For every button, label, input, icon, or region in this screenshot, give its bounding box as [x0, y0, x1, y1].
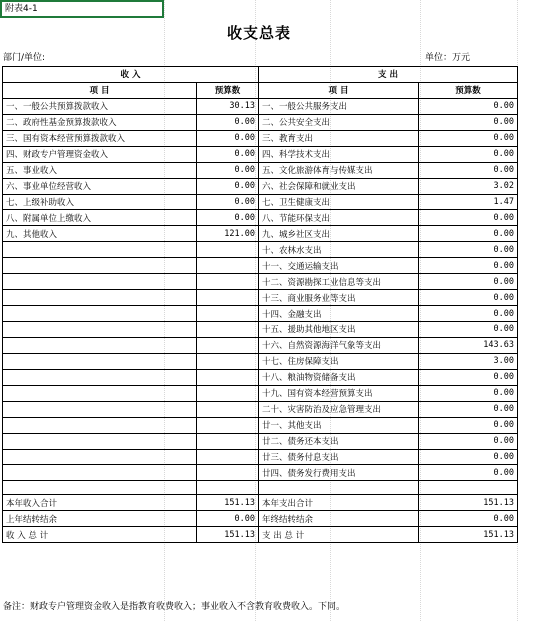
income-item-cell [3, 322, 197, 338]
income-item-cell: 本年收入合计 [3, 495, 197, 511]
income-value-cell [197, 322, 259, 338]
expense-value-cell: 0.00 [419, 130, 518, 146]
expense-value-cell: 0.00 [419, 226, 518, 242]
income-value-cell [197, 337, 259, 353]
income-item-cell [3, 290, 197, 306]
income-item-cell [3, 353, 197, 369]
expense-value-cell: 0.00 [419, 290, 518, 306]
expense-item-cell: 二、公共安全支出 [259, 114, 419, 130]
income-value-cell [197, 433, 259, 449]
income-value-cell [197, 258, 259, 274]
expense-value-cell: 143.63 [419, 337, 518, 353]
budget-table [2, 66, 518, 543]
income-value-cell: 0.00 [197, 511, 259, 527]
income-item-cell [3, 417, 197, 433]
income-value-cell: 0.00 [197, 210, 259, 226]
expense-value-cell: 0.00 [419, 114, 518, 130]
income-item-cell: 二、政府性基金预算拨款收入 [3, 114, 197, 130]
income-item-cell [3, 369, 197, 385]
expense-value-cell: 0.00 [419, 417, 518, 433]
income-value-cell: 0.00 [197, 114, 259, 130]
income-item-cell: 三、国有资本经营预算拨款收入 [3, 130, 197, 146]
table-row [3, 417, 518, 433]
expense-value-cell: 0.00 [419, 306, 518, 322]
table-row [3, 114, 518, 130]
expense-item-cell: 一、一般公共服务支出 [259, 98, 419, 114]
expense-item-cell: 六、社会保障和就业支出 [259, 178, 419, 194]
expense-item-cell: 年终结转结余 [259, 511, 419, 527]
expense-value-cell: 0.00 [419, 322, 518, 338]
table-row [3, 178, 518, 194]
income-value-cell: 0.00 [197, 178, 259, 194]
expense-value-cell: 1.47 [419, 194, 518, 210]
income-item-cell [3, 401, 197, 417]
income-value-cell [197, 449, 259, 465]
income-budget-header: 预算数 [197, 82, 259, 98]
table-row [3, 210, 518, 226]
expense-value-cell: 0.00 [419, 98, 518, 114]
expense-value-cell: 3.02 [419, 178, 518, 194]
income-value-cell [197, 465, 259, 481]
income-value-cell [197, 385, 259, 401]
expense-item-cell: 十一、交通运输支出 [259, 258, 419, 274]
income-item-cell: 五、事业收入 [3, 162, 197, 178]
income-item-cell [3, 258, 197, 274]
expense-item-cell: 廿一、其他支出 [259, 417, 419, 433]
unit-label: 单位：万元 [425, 53, 471, 63]
expense-value-cell: 0.00 [419, 449, 518, 465]
income-item-cell [3, 337, 197, 353]
expense-item-cell: 二十、灾害防治及应急管理支出 [259, 401, 419, 417]
income-item-cell: 九、其他收入 [3, 226, 197, 242]
expense-item-cell: 七、卫生健康支出 [259, 194, 419, 210]
expense-item-cell [259, 481, 419, 495]
expense-item-cell: 三、教育支出 [259, 130, 419, 146]
income-item-cell [3, 306, 197, 322]
footnote: 备注：财政专户管理资金收入是指教育收费收入；事业收入不含教育收费收入。下同。 [3, 602, 346, 612]
total-row [3, 495, 518, 511]
expense-value-cell: 151.13 [419, 527, 518, 543]
expense-item-cell: 十四、金融支出 [259, 306, 419, 322]
income-item-cell: 一、一般公共预算拨款收入 [3, 98, 197, 114]
income-item-cell: 上年结转结余 [3, 511, 197, 527]
selected-cell-a1[interactable]: 附表4-1 [0, 0, 164, 18]
table-row [3, 322, 518, 338]
column-header-row [3, 82, 518, 98]
income-value-cell: 121.00 [197, 226, 259, 242]
income-value-cell [197, 306, 259, 322]
expense-item-cell: 四、科学技术支出 [259, 146, 419, 162]
expense-value-cell: 0.00 [419, 385, 518, 401]
total-row [3, 511, 518, 527]
income-value-cell [197, 274, 259, 290]
income-item-cell [3, 465, 197, 481]
income-value-cell [197, 353, 259, 369]
expense-value-cell [419, 481, 518, 495]
income-value-cell [197, 417, 259, 433]
expense-item-cell: 十二、资源勘探工业信息等支出 [259, 274, 419, 290]
income-value-cell [197, 242, 259, 258]
table-row [3, 290, 518, 306]
income-value-cell [197, 401, 259, 417]
table-row [3, 337, 518, 353]
table-row [3, 369, 518, 385]
expense-value-cell: 0.00 [419, 511, 518, 527]
table-row [3, 401, 518, 417]
total-row [3, 527, 518, 543]
income-item-cell [3, 385, 197, 401]
table-row [3, 98, 518, 114]
table-row [3, 353, 518, 369]
income-item-cell: 收 入 总 计 [3, 527, 197, 543]
income-value-cell: 151.13 [197, 527, 259, 543]
income-value-cell [197, 481, 259, 495]
department-label: 部门/单位: [3, 53, 46, 63]
income-value-cell: 0.00 [197, 194, 259, 210]
expense-value-cell: 0.00 [419, 401, 518, 417]
expense-value-cell: 3.00 [419, 353, 518, 369]
table-row [3, 306, 518, 322]
table-row [3, 449, 518, 465]
expense-item-cell: 廿二、债务还本支出 [259, 433, 419, 449]
income-value-cell [197, 290, 259, 306]
income-value-cell: 0.00 [197, 130, 259, 146]
table-row [3, 146, 518, 162]
expense-item-cell: 八、节能环保支出 [259, 210, 419, 226]
table-row [3, 242, 518, 258]
income-item-cell [3, 274, 197, 290]
table-row [3, 162, 518, 178]
expense-item-cell: 十三、商业服务业等支出 [259, 290, 419, 306]
expense-value-cell: 0.00 [419, 433, 518, 449]
expense-item-cell: 支 出 总 计 [259, 527, 419, 543]
table-row [3, 226, 518, 242]
expense-item-cell: 十六、自然资源海洋气象等支出 [259, 337, 419, 353]
income-value-cell: 0.00 [197, 146, 259, 162]
income-item-cell: 八、附属单位上缴收入 [3, 210, 197, 226]
expense-value-cell: 0.00 [419, 369, 518, 385]
expense-item-cell: 九、城乡社区支出 [259, 226, 419, 242]
expense-value-cell: 0.00 [419, 258, 518, 274]
expense-item-cell: 廿三、债务付息支出 [259, 449, 419, 465]
expense-value-cell: 0.00 [419, 210, 518, 226]
income-item-cell: 六、事业单位经营收入 [3, 178, 197, 194]
income-item-cell: 七、上级补助收入 [3, 194, 197, 210]
expense-value-cell: 0.00 [419, 242, 518, 258]
page-title: 收支总表 [226, 24, 291, 42]
expense-value-cell: 0.00 [419, 465, 518, 481]
expense-value-cell: 0.00 [419, 146, 518, 162]
table-row [3, 194, 518, 210]
income-value-cell: 30.13 [197, 98, 259, 114]
expense-item-cell: 本年支出合计 [259, 495, 419, 511]
blank-row [3, 481, 518, 495]
expense-item-cell: 十七、住房保障支出 [259, 353, 419, 369]
expense-item-header: 项 目 [259, 82, 419, 98]
expense-value-cell: 151.13 [419, 495, 518, 511]
table-row [3, 130, 518, 146]
expense-budget-header: 预算数 [419, 82, 518, 98]
table-row [3, 258, 518, 274]
income-value-cell: 0.00 [197, 162, 259, 178]
income-value-cell [197, 369, 259, 385]
income-item-cell [3, 433, 197, 449]
expense-item-cell: 五、文化旅游体育与传媒支出 [259, 162, 419, 178]
table-row [3, 465, 518, 481]
income-item-header: 项 目 [3, 82, 197, 98]
expense-value-cell: 0.00 [419, 274, 518, 290]
income-item-cell [3, 449, 197, 465]
expense-item-cell: 十五、援助其他地区支出 [259, 322, 419, 338]
table-row [3, 274, 518, 290]
expense-value-cell: 0.00 [419, 162, 518, 178]
income-item-cell [3, 242, 197, 258]
table-row [3, 385, 518, 401]
expense-item-cell: 十九、国有资本经营预算支出 [259, 385, 419, 401]
income-item-cell: 四、财政专户管理资金收入 [3, 146, 197, 162]
expense-item-cell: 十、农林水支出 [259, 242, 419, 258]
section-header-row [3, 67, 518, 83]
expense-item-cell: 廿四、债务发行费用支出 [259, 465, 419, 481]
income-value-cell: 151.13 [197, 495, 259, 511]
expense-header: 支 出 [259, 67, 518, 83]
expense-item-cell: 十八、粮油物资储备支出 [259, 369, 419, 385]
table-row [3, 433, 518, 449]
income-item-cell [3, 481, 197, 495]
income-header: 收 入 [3, 67, 259, 83]
